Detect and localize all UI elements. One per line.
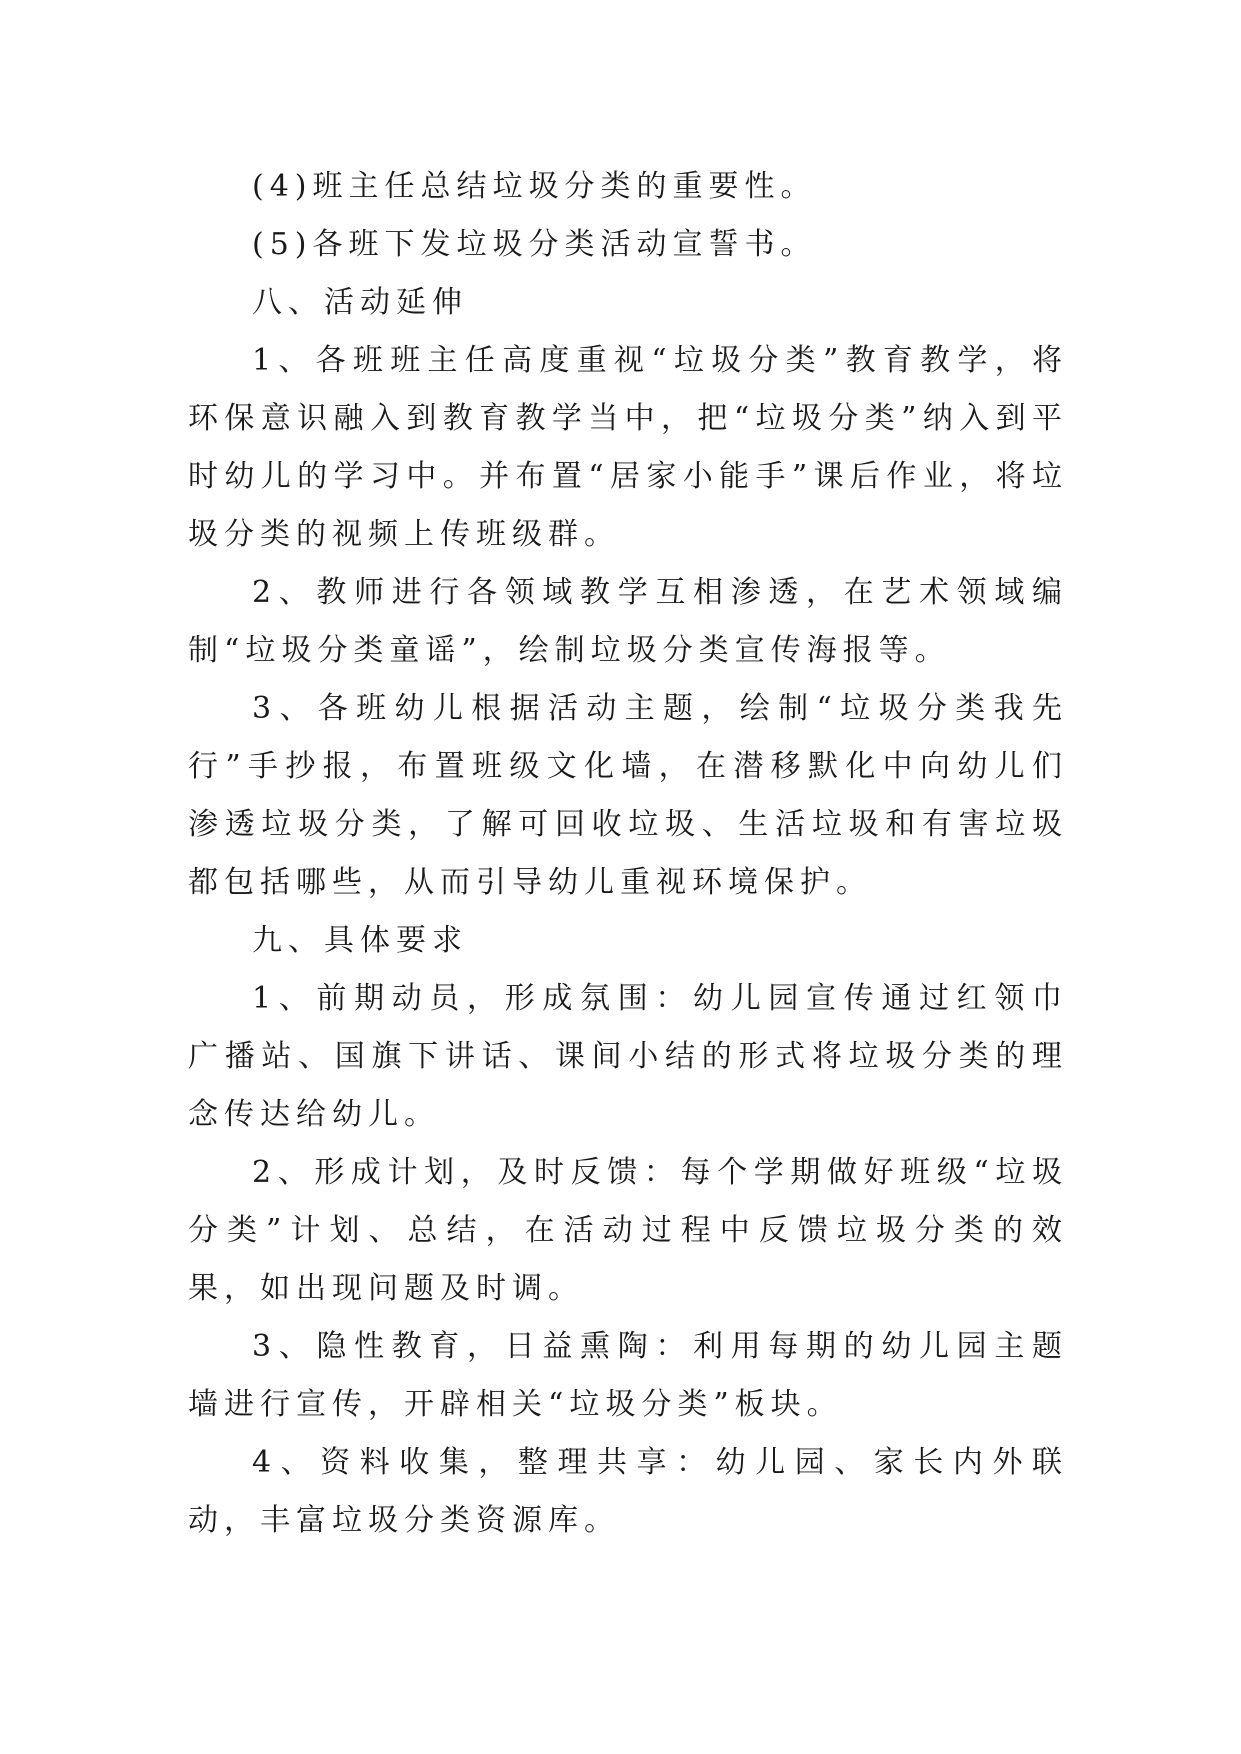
paragraph-extension-1: 1、各班班主任高度重视“垃圾分类”教育教学，将环保意识融入到教育教学当中，把“垃圾分类”纳入到平时幼儿的学习中。并布置“居家小能手”课后作业，将垃圾分类的视频上传班级群。 — [188, 343, 1068, 552]
paragraph-extension-3: 3、各班幼儿根据活动主题，绘制“垃圾分类我先行”手抄报，布置班级文化墙，在潜移默化中向幼儿们渗透垃圾分类，了解可回收垃圾、生活垃圾和有害垃圾都包括哪些，从而引导幼儿重视环境保护。 — [188, 691, 1068, 900]
document-body — [188, 158, 1068, 1550]
paragraph-step-4: (4)班主任总结垃圾分类的重要性。 — [252, 169, 817, 204]
paragraph-requirement-4: 4、资料收集，整理共享：幼儿园、家长内外联动，丰富垃圾分类资源库。 — [188, 1445, 1068, 1538]
paragraph-requirement-2: 2、形成计划，及时反馈：每个学期做好班级“垃圾分类”计划、总结，在活动过程中反馈垃圾分类的效果，如出现问题及时调。 — [188, 1155, 1068, 1306]
section-heading-requirements: 九、具体要求 — [252, 923, 468, 958]
section-heading-activity-extension: 八、活动延伸 — [252, 285, 468, 320]
paragraph-requirement-3: 3、隐性教育，日益熏陶：利用每期的幼儿园主题墙进行宣传，开辟相关“垃圾分类”板块。 — [188, 1329, 1068, 1422]
paragraph-extension-2: 2、教师进行各领域教学互相渗透，在艺术领域编制“垃圾分类童谣”，绘制垃圾分类宣传海报等。 — [188, 575, 1068, 668]
paragraph-requirement-1: 1、前期动员，形成氛围：幼儿园宣传通过红领巾广播站、国旗下讲话、课间小结的形式将垃圾分类的理念传达给幼儿。 — [188, 981, 1068, 1132]
paragraph-step-5: (5)各班下发垃圾分类活动宣誓书。 — [252, 227, 817, 262]
